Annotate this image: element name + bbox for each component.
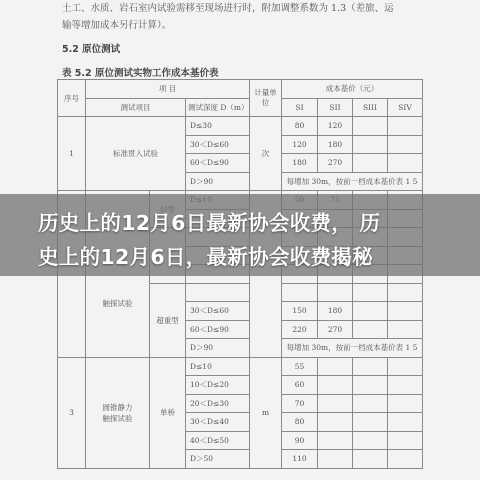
cost-cell bbox=[318, 413, 353, 432]
cost-cell bbox=[388, 431, 423, 450]
header-test-item: 测试项目 bbox=[86, 98, 186, 117]
note-cell: 每增加 30m，按前一档成本基价表 1 5 bbox=[282, 172, 423, 191]
table-row bbox=[58, 117, 423, 136]
depth-cell: 60＜D≤90 bbox=[186, 154, 250, 173]
cost-cell: 180 bbox=[318, 135, 353, 154]
cost-cell bbox=[353, 413, 388, 432]
intro-paragraph bbox=[62, 0, 462, 34]
cost-cell bbox=[318, 283, 353, 302]
depth-cell: 30＜D≤60 bbox=[186, 302, 250, 321]
cost-cell bbox=[388, 357, 423, 376]
header-row bbox=[58, 80, 423, 99]
depth-cell: 20＜D≤30 bbox=[186, 394, 250, 413]
depth-cell: 40＜D≤50 bbox=[186, 431, 250, 450]
depth-cell: D＞90 bbox=[186, 339, 250, 358]
cost-cell bbox=[318, 357, 353, 376]
note-cell: 每增加 30m，按前一档成本基价表 1 5 bbox=[282, 339, 423, 358]
cost-cell bbox=[388, 394, 423, 413]
header-cost: 成本基价（元） bbox=[282, 80, 423, 99]
cost-cell bbox=[353, 320, 388, 339]
cost-cell bbox=[388, 376, 423, 395]
test-name-cell: 触探试验 bbox=[86, 191, 150, 358]
depth-cell: 10＜D≤20 bbox=[186, 376, 250, 395]
cost-cell: 80 bbox=[282, 413, 318, 432]
cost-cell: 70 bbox=[282, 394, 318, 413]
header-col-sii: SII bbox=[318, 98, 353, 117]
cost-cell bbox=[388, 413, 423, 432]
table-caption: 表 5.2 原位测试实物工作成本基价表 bbox=[62, 68, 219, 79]
header-row bbox=[58, 98, 423, 117]
header-unit: 计量单位 bbox=[250, 80, 282, 117]
cost-cell bbox=[318, 431, 353, 450]
header-seq: 序号 bbox=[58, 80, 86, 117]
intro-line: 土工、水质、岩石室内试验需移至现场进行时，附加调整系数为 1.3（差旅、运 bbox=[62, 3, 394, 14]
cost-cell bbox=[353, 302, 388, 321]
cost-cell bbox=[388, 117, 423, 136]
cost-cell bbox=[353, 394, 388, 413]
seq-cell: 3 bbox=[58, 357, 86, 468]
cost-cell: 270 bbox=[318, 154, 353, 173]
section-title: 5.2 原位测试 bbox=[62, 44, 121, 55]
test-name-cell: 标准贯入试验 bbox=[86, 117, 186, 191]
cost-cell bbox=[353, 357, 388, 376]
banner-title-line: 史上的12月6日，最新协会收费揭秘 bbox=[38, 245, 373, 269]
cost-cell bbox=[388, 154, 423, 173]
cost-cell: 120 bbox=[282, 135, 318, 154]
cost-cell: 110 bbox=[282, 450, 318, 469]
cost-cell bbox=[318, 450, 353, 469]
depth-cell: 30＜D≤60 bbox=[186, 135, 250, 154]
sub-type-cell: 单桥 bbox=[150, 357, 186, 468]
depth-cell: D＞50 bbox=[186, 450, 250, 469]
depth-cell: D＞90 bbox=[186, 172, 250, 191]
depth-cell bbox=[186, 283, 250, 302]
cost-cell bbox=[388, 135, 423, 154]
depth-cell: 60＜D≤90 bbox=[186, 320, 250, 339]
cost-cell: 180 bbox=[318, 302, 353, 321]
cost-cell bbox=[353, 117, 388, 136]
cost-cell: 150 bbox=[282, 302, 318, 321]
cost-cell bbox=[353, 283, 388, 302]
sub-type-cell: 超重型 bbox=[150, 283, 186, 357]
cost-cell: 55 bbox=[282, 357, 318, 376]
header-col-siii: SIII bbox=[353, 98, 388, 117]
cost-cell bbox=[388, 450, 423, 469]
header-col-si: SI bbox=[282, 98, 318, 117]
header-depth: 测试深度 D（m） bbox=[186, 98, 250, 117]
intro-line: 输等增加成本另行计算）。 bbox=[62, 20, 172, 31]
cost-cell bbox=[353, 135, 388, 154]
cost-cell bbox=[388, 283, 423, 302]
cost-cell bbox=[353, 154, 388, 173]
cost-cell: 120 bbox=[318, 117, 353, 136]
cost-cell: 270 bbox=[318, 320, 353, 339]
test-name-cell: 圆锥静力触探试验 bbox=[86, 357, 150, 468]
cost-cell bbox=[282, 283, 318, 302]
banner-title-line: 历史上的12月6日最新协会收费， 历 bbox=[38, 211, 381, 235]
cost-cell bbox=[388, 320, 423, 339]
cost-cell bbox=[353, 450, 388, 469]
cost-cell bbox=[353, 376, 388, 395]
cost-cell: 180 bbox=[282, 154, 318, 173]
depth-cell: D≤30 bbox=[186, 117, 250, 136]
cost-cell bbox=[388, 302, 423, 321]
cost-cell: 80 bbox=[282, 117, 318, 136]
cost-cell: 220 bbox=[282, 320, 318, 339]
depth-cell: D≤10 bbox=[186, 357, 250, 376]
unit-cell: 次 bbox=[250, 117, 282, 191]
cost-cell bbox=[318, 394, 353, 413]
cost-cell: 60 bbox=[282, 376, 318, 395]
cost-cell bbox=[353, 431, 388, 450]
cost-cell: 90 bbox=[282, 431, 318, 450]
depth-cell: 30＜D≤40 bbox=[186, 413, 250, 432]
seq-cell: 1 bbox=[58, 117, 86, 191]
unit-cell: m bbox=[250, 357, 282, 468]
cost-cell bbox=[318, 376, 353, 395]
table-row bbox=[58, 357, 423, 376]
header-col-siv: SIV bbox=[388, 98, 423, 117]
title-banner bbox=[0, 194, 480, 276]
header-item: 项 目 bbox=[86, 80, 250, 99]
